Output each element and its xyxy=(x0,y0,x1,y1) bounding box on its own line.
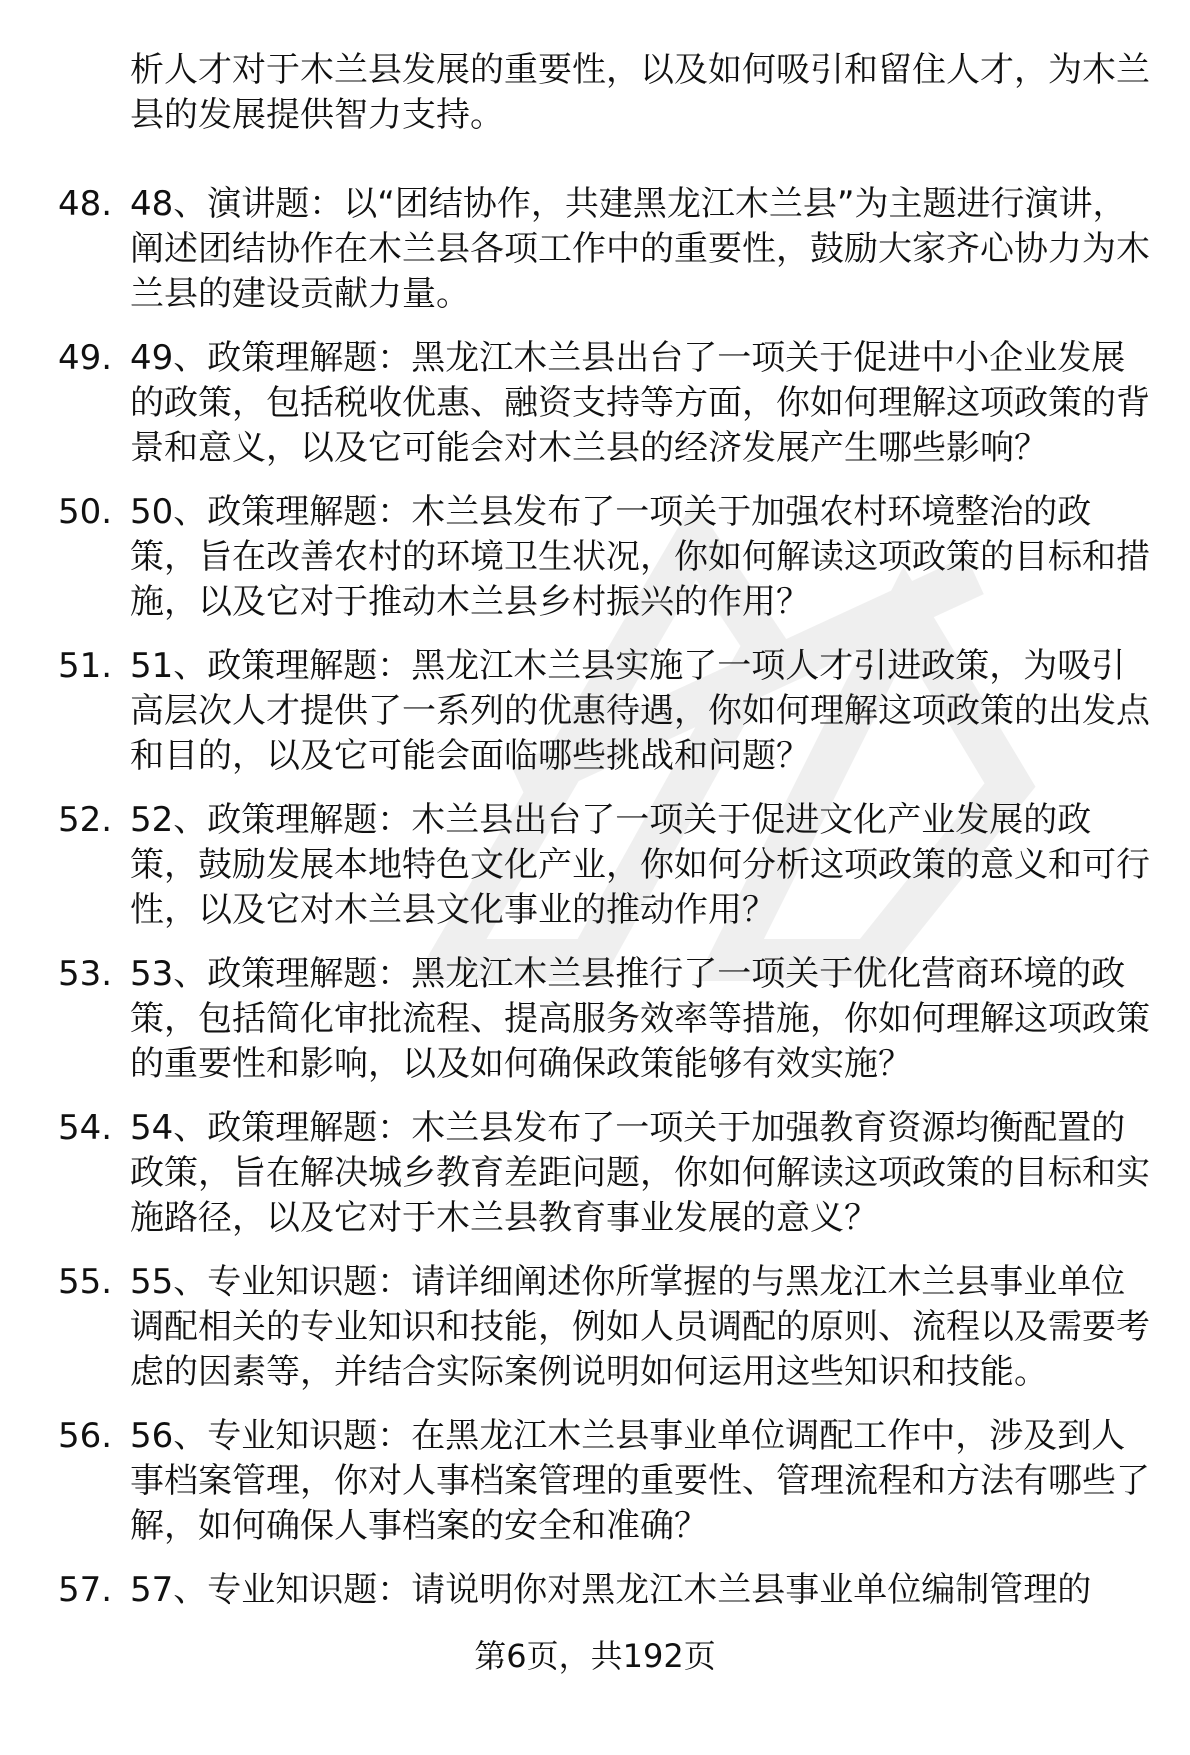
list-item xyxy=(0,798,1150,933)
item-number: 52. xyxy=(58,800,113,840)
list-item xyxy=(0,1568,1150,1613)
item-number: 54. xyxy=(58,1108,113,1148)
list-item xyxy=(0,644,1150,779)
item-text: 50、政策理解题：木兰县发布了一项关于加强农村环境整治的政策，旨在改善农村的环境卫生状况，你如何解读这项政策的目标和措施，以及它对于推动木兰县乡村振兴的作用？ xyxy=(130,492,1150,622)
list-item xyxy=(0,182,1150,317)
item-text: 51、政策理解题：黑龙江木兰县实施了一项人才引进政策，为吸引高层次人才提供了一系列的优惠待遇，你如何理解这项政策的出发点和目的，以及它可能会面临哪些挑战和问题？ xyxy=(130,646,1150,776)
item-number: 48. xyxy=(58,184,113,224)
continuation-paragraph: 析人才对于木兰县发展的重要性，以及如何吸引和留住人才，为木兰县的发展提供智力支持。 xyxy=(130,50,1150,135)
item-number: 51. xyxy=(58,646,113,686)
page-footer: 第6页，共192页 xyxy=(474,1637,716,1675)
item-text: 57、专业知识题：请说明你对黑龙江木兰县事业单位编制管理的 xyxy=(130,1570,1092,1610)
question-list xyxy=(0,182,1150,1632)
list-item xyxy=(0,952,1150,1087)
item-number: 53. xyxy=(58,954,113,994)
item-text: 56、专业知识题：在黑龙江木兰县事业单位调配工作中，涉及到人事档案管理，你对人事档案管理的重要性、管理流程和方法有哪些了解，如何确保人事档案的安全和准确？ xyxy=(130,1416,1150,1546)
list-item xyxy=(0,336,1150,471)
item-number: 56. xyxy=(58,1416,113,1456)
list-item xyxy=(0,1414,1150,1549)
item-text: 55、专业知识题：请详细阐述你所掌握的与黑龙江木兰县事业单位调配相关的专业知识和技能，例如人员调配的原则、流程以及需要考虑的因素等，并结合实际案例说明如何运用这些知识和技能。 xyxy=(130,1262,1150,1392)
item-number: 57. xyxy=(58,1570,113,1610)
list-item xyxy=(0,1260,1150,1395)
item-text: 49、政策理解题：黑龙江木兰县出台了一项关于促进中小企业发展的政策，包括税收优惠、融资支持等方面，你如何理解这项政策的背景和意义，以及它可能会对木兰县的经济发展产生哪些影响？ xyxy=(130,338,1150,468)
item-number: 49. xyxy=(58,338,113,378)
item-number: 55. xyxy=(58,1262,113,1302)
list-item xyxy=(0,490,1150,625)
item-number: 50. xyxy=(58,492,113,532)
item-text: 52、政策理解题：木兰县出台了一项关于促进文化产业发展的政策，鼓励发展本地特色文化产业，你如何分析这项政策的意义和可行性，以及它对木兰县文化事业的推动作用？ xyxy=(130,800,1150,930)
item-text: 53、政策理解题：黑龙江木兰县推行了一项关于优化营商环境的政策，包括简化审批流程、提高服务效率等措施，你如何理解这项政策的重要性和影响，以及如何确保政策能够有效实施？ xyxy=(130,954,1150,1084)
item-text: 54、政策理解题：木兰县发布了一项关于加强教育资源均衡配置的政策，旨在解决城乡教育差距问题，你如何解读这项政策的目标和实施路径，以及它对于木兰县教育事业发展的意义？ xyxy=(130,1108,1150,1238)
item-text: 48、演讲题：以“团结协作，共建黑龙江木兰县”为主题进行演讲，阐述团结协作在木兰县各项工作中的重要性，鼓励大家齐心协力为木兰县的建设贡献力量。 xyxy=(130,184,1150,314)
list-item xyxy=(0,1106,1150,1241)
